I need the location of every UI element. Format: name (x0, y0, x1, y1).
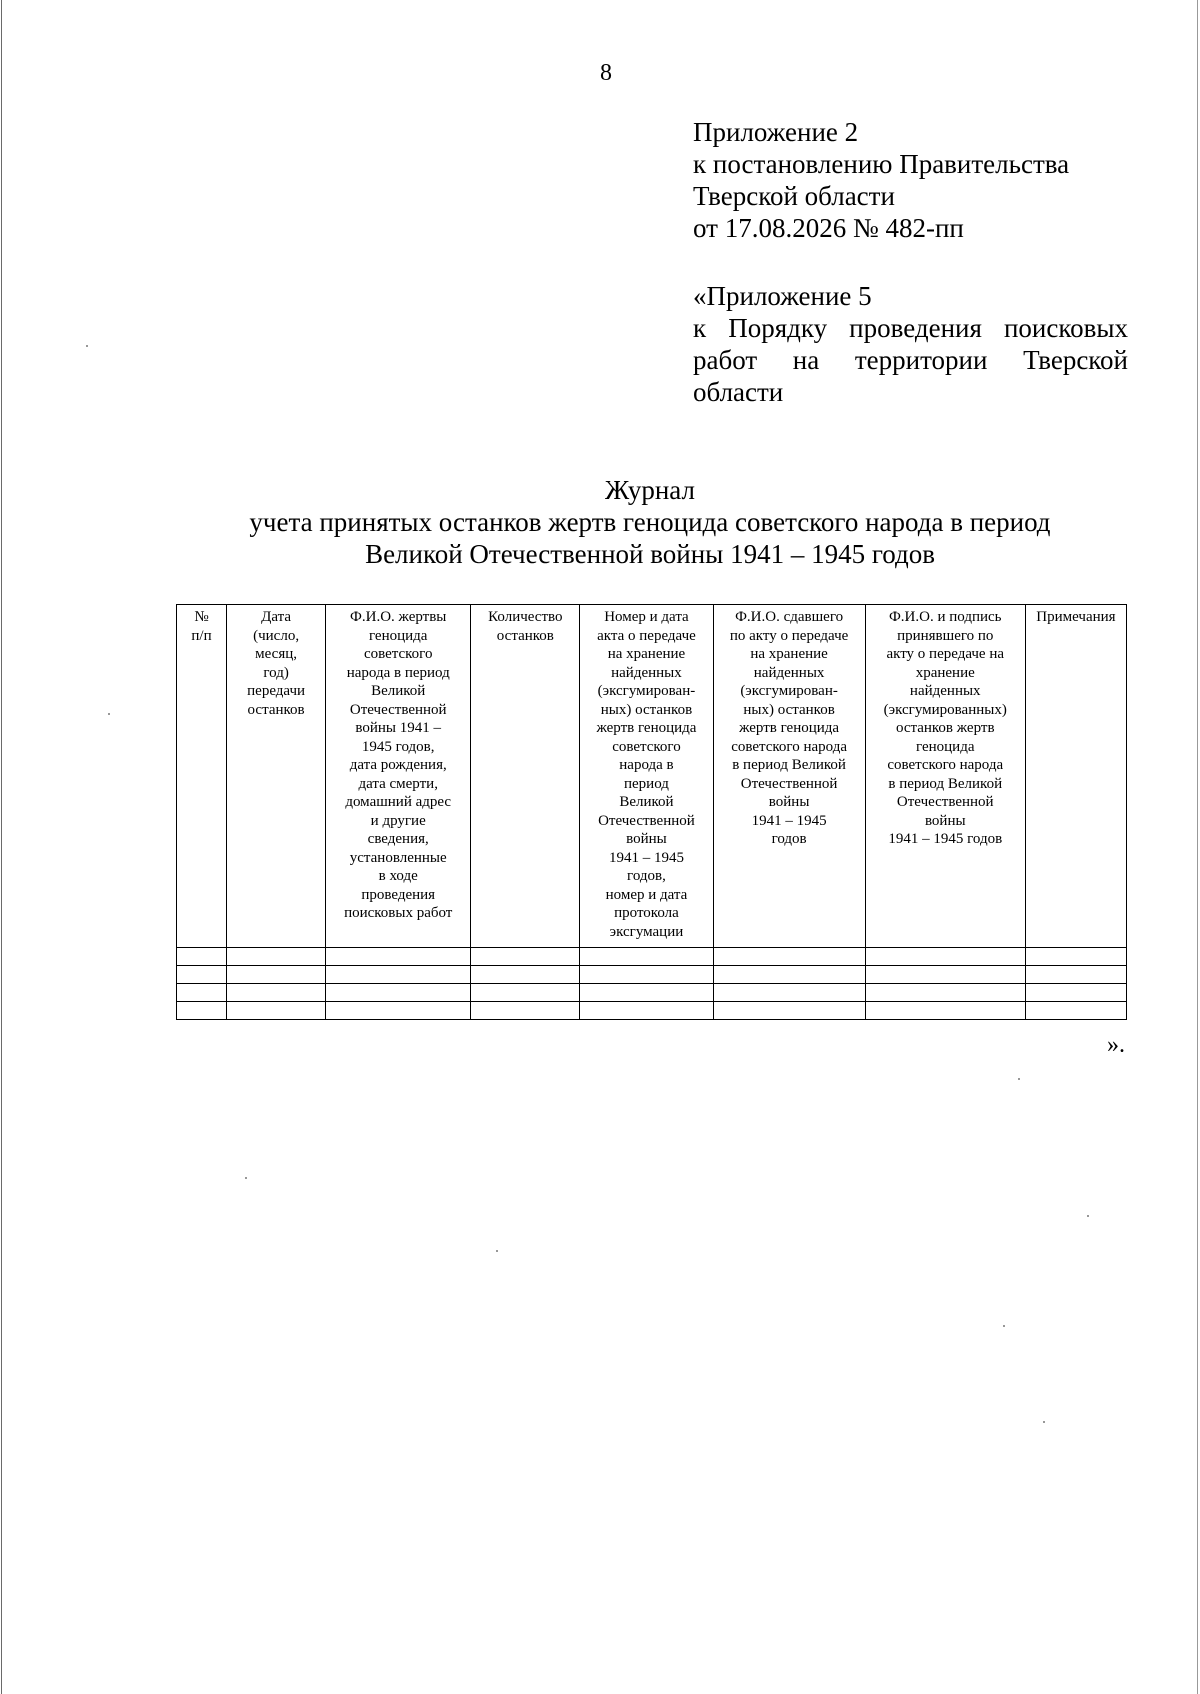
scan-speck (1043, 1421, 1045, 1423)
table-cell (326, 948, 471, 966)
column-header: Примечания (1025, 605, 1126, 948)
table-cell (227, 1002, 326, 1020)
table-cell (177, 1002, 227, 1020)
table-cell (177, 984, 227, 1002)
appendix-header-line: Приложение 2 (693, 117, 859, 147)
table-cell (227, 948, 326, 966)
right-scan-margin (1197, 0, 1198, 1694)
table-cell (713, 948, 865, 966)
column-header: № п/п (177, 605, 227, 948)
table-cell (865, 984, 1025, 1002)
table-cell (326, 1002, 471, 1020)
title-line: Журнал (604, 475, 696, 505)
column-header: Дата (число, месяц, год) передачи останков (227, 605, 326, 948)
table-cell (865, 948, 1025, 966)
scan-speck (1087, 1215, 1089, 1217)
quoted-appendix-line: работ на территории Тверской (693, 345, 1128, 375)
table-cell (580, 1002, 713, 1020)
column-header: Номер и дата акта о передаче на хранение найденных (эксгумирован- ных) останков жертв геноцида советского народа в период Великой Отечественной войны 1941 – 1945 годов, номер и дата протокола эксгумации (580, 605, 713, 948)
table-cell (227, 984, 326, 1002)
scan-speck (496, 1250, 498, 1252)
scan-speck (245, 1177, 247, 1179)
quoted-appendix-header (693, 280, 1128, 408)
table-cell (326, 966, 471, 984)
closing-quote-mark: ». (1107, 1032, 1125, 1058)
table-cell (326, 984, 471, 1002)
table-cell (1025, 966, 1126, 984)
table-cell (1025, 948, 1126, 966)
table-row (177, 966, 1127, 984)
table-row (177, 1002, 1127, 1020)
table-cell (713, 984, 865, 1002)
title-line: Великой Отечественной войны 1941 – 1945 годов (365, 539, 935, 569)
table-cell (471, 984, 580, 1002)
scan-speck (108, 713, 110, 715)
title-line: учета принятых останков жертв геноцида советского народа в период (249, 507, 1051, 537)
quoted-appendix-line: к Порядку проведения поисковых (693, 313, 1128, 343)
table-cell (471, 948, 580, 966)
column-header: Ф.И.О. сдавшего по акту о передаче на хранение найденных (эксгумирован- ных) останков жертв геноцида советского народа в период Великой Отечественной войны 1941 – 1945 годов (713, 605, 865, 948)
table-row (177, 948, 1127, 966)
table-cell (713, 966, 865, 984)
table-cell (177, 948, 227, 966)
column-header: Количество останков (471, 605, 580, 948)
table-cell (580, 984, 713, 1002)
appendix-header (693, 116, 1128, 244)
table-cell (865, 1002, 1025, 1020)
scan-speck (1018, 1078, 1020, 1080)
table-cell (471, 1002, 580, 1020)
table-row (177, 984, 1127, 1002)
quoted-appendix-line: «Приложение 5 (693, 281, 872, 311)
appendix-header-line: от 17.08.2026 № 482-пп (693, 213, 964, 243)
appendix-header-line: Тверской области (693, 181, 895, 211)
journal-table (176, 604, 1127, 1020)
table-cell (177, 966, 227, 984)
column-header: Ф.И.О. и подпись принявшего по акту о передаче на хранение найденных (эксгумированных) останков жертв геноцида советского народа в период Великой Отечественной войны 1941 – 1945 годов (865, 605, 1025, 948)
table-body (177, 948, 1127, 1020)
table-cell (1025, 984, 1126, 1002)
table-cell (227, 966, 326, 984)
table-cell (865, 966, 1025, 984)
table-cell (1025, 1002, 1126, 1020)
left-scan-margin (1, 0, 2, 1694)
document-title (160, 474, 1140, 570)
scan-speck (1003, 1325, 1005, 1327)
table-cell (580, 948, 713, 966)
table-cell (580, 966, 713, 984)
table-cell (471, 966, 580, 984)
scan-speck (86, 345, 88, 347)
column-header: Ф.И.О. жертвы геноцида советского народа в период Великой Отечественной войны 1941 – 1945 годов, дата рождения, дата смерти, домашний адрес и другие сведения, установленные в ходе проведения поисковых работ (326, 605, 471, 948)
appendix-header-line: к постановлению Правительства (693, 149, 1070, 179)
page-number: 8 (600, 60, 612, 86)
table-header-row (177, 605, 1127, 948)
table-cell (713, 1002, 865, 1020)
quoted-appendix-line: области (693, 377, 784, 407)
